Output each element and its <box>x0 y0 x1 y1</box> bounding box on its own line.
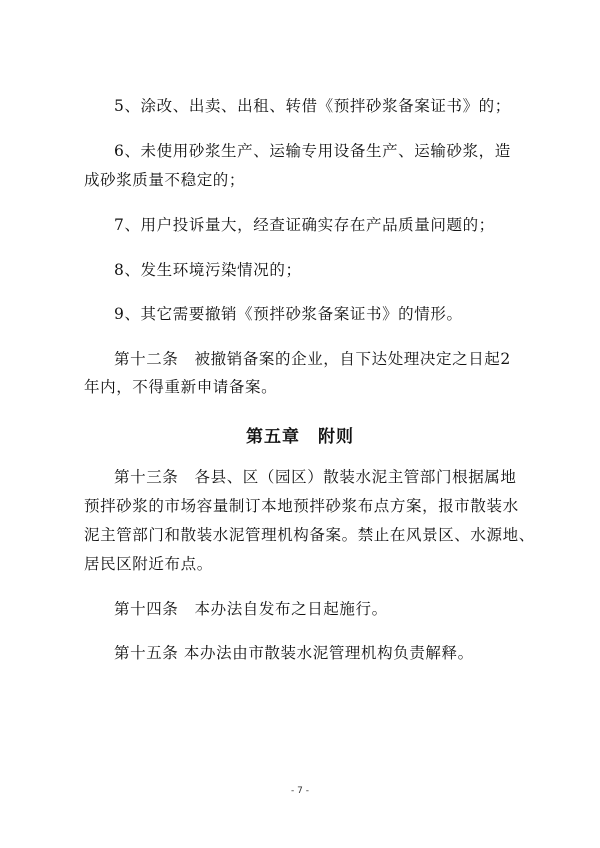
item-6-line-1: 6、未使用砂浆生产、运输专用设备生产、运输砂浆，造 <box>114 142 511 160</box>
item-5: 5、涂改、出卖、出租、转借《预拌砂浆备案证书》的； <box>114 97 511 115</box>
item-6-line-2: 成砂浆质量不稳定的； <box>84 171 246 189</box>
article-12-line-1: 第十二条 被撤销备案的企业，自下达处理决定之日起2 <box>114 350 511 368</box>
article-13-line-3: 泥主管部门和散装水泥管理机构备案。禁止在风景区、水源地、 <box>84 526 535 544</box>
item-8: 8、发生环境污染情况的； <box>114 261 302 279</box>
chapter-heading: 第五章 附则 <box>246 427 354 447</box>
item-9: 9、其它需要撤销《预拌砂浆备案证书》的情形。 <box>114 305 463 323</box>
article-13-line-2: 预拌砂浆的市场容量制订本地预拌砂浆布点方案，报市散装水 <box>84 497 519 515</box>
article-13-line-1: 第十三条 各县、区（园区）散装水泥主管部门根据属地 <box>114 468 517 486</box>
article-15: 第十五条 本办法由市散装水泥管理机构负责解释。 <box>114 644 474 662</box>
article-14: 第十四条 本办法自发布之日起施行。 <box>114 600 388 618</box>
page-number: - 7 - <box>291 786 309 796</box>
item-7: 7、用户投诉量大，经查证确实存在产品质量问题的； <box>114 216 495 234</box>
article-12-line-2: 年内，不得重新申请备案。 <box>84 378 278 396</box>
article-13-line-4: 居民区附近布点。 <box>84 555 213 573</box>
